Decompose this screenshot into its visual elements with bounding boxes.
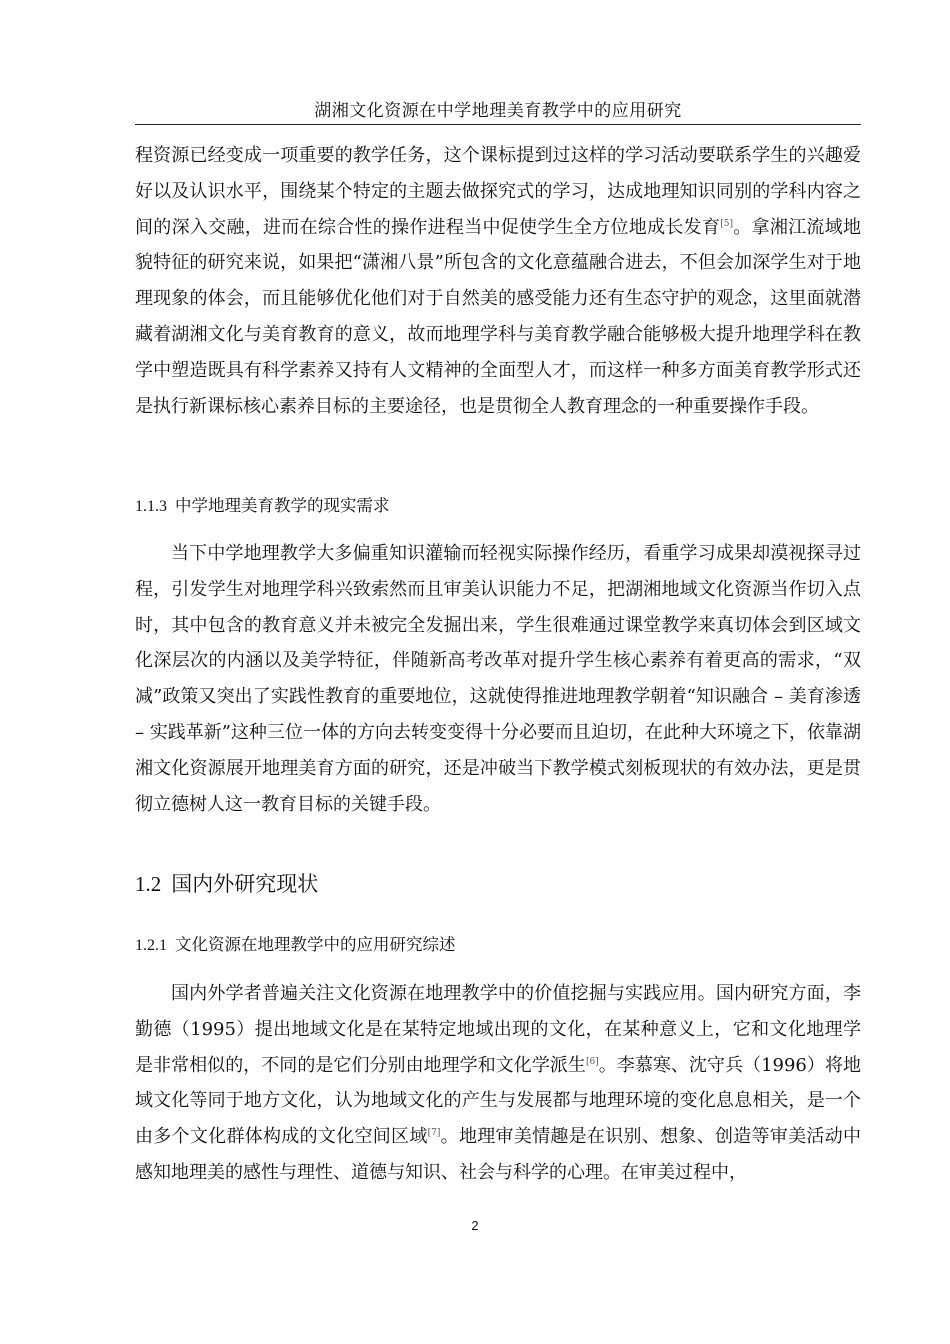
running-header: 湖湘文化资源在中学地理美育教学中的应用研究 (314, 101, 682, 121)
section-title: 中学地理美育教学的现实需求 (175, 496, 390, 515)
header-rule (135, 124, 861, 125)
section-number: 1.2.1 (135, 937, 167, 954)
section-1-1-3-heading (135, 492, 390, 516)
paragraph-3-text-c: 。地理审美情趣是在识别、想象、创造等审美活动中感知地理美的感性与理性、道德与知识、社会与科学的心理。在审美过程中， (135, 1126, 862, 1183)
paragraph-3-text-a: 国内外学者普遍关注文化资源在地理教学中的价值挖掘与实践应用。国内研究方面，李勤德（1995）提出地域文化是在某特定地域出现的文化，在某种意义上，它和文化地理学是非常相似的，不同的是它们分别由地理学和文化学派生 (135, 983, 861, 1076)
paragraph-3-text-b: 。李慕寒、沈守兵（1996）将地域文化等同于地方文化，认为地域文化的产生与发展都与地理环境的变化息息相关，是一个由多个文化群体构成的文化空间区域 (135, 1054, 862, 1148)
paragraph-1 (135, 138, 861, 424)
paragraph-3 (135, 976, 861, 1191)
paragraph-1-tail: 。拿湘江流域地貌特征的研究来说，如果把“潇湘八景”所包含的文化意蕴融合进去，不但会加深学生对于地理现象的体会，而且能够优化他们对于自然美的感受能力还有生态守护的观念，这里面就潜藏着湖湘文化与美育教育的意义，故而地理学科与美育教学融合能够极大提升地理学科在教学中塑造既具有科学素养又持有人文精神的全面型人才，而这样一种多方面美育教学形式还是执行新课标核心素养目标的主要途径，也是贯彻全人教育理念的一种重要操作手段。 (135, 216, 862, 417)
section-number: 1.2 (135, 872, 162, 896)
paragraph-2-text: 当下中学地理教学大多偏重知识灌输而轻视实际操作经历，看重学习成果却漠视探寻过程，引发学生对地理学科兴致索然而且审美认识能力不足，把湖湘地域文化资源当作切入点时，其中包含的教育意义并未被完全发掘出来，学生很难通过课堂教学来真切体会到区域文化深层次的内涵以及美学特征，伴随新高考改革对提升学生核心素养有着更高的需求，“双减”政策又突出了实践性教育的重要地位，这就使得推进地理教学朝着“知识融合 – 美育渗透 – 实践革新”这种三位一体的方向去转变变得十分必要而且迫切，在此种大环境之下，依靠湖湘文化资源展开地理美育方面的研究，还是冲破当下教学模式刻板现状的有效办法，更是贯彻立德树人这一教育目标的关键手段。 (135, 543, 861, 815)
paragraph-1-text: 程资源已经变成一项重要的教学任务，这个课标提到过这样的学习活动要联系学生的兴趣爱好以及认识水平，围绕某个特定的主题去做探究式的学习，达成地理知识同别的学科内容之间的深入交融，进而在综合性的操作进程当中促使学生全方位地成长发育 (135, 145, 861, 238)
section-1-2-heading (135, 868, 318, 898)
citation-5: [5] (720, 218, 733, 229)
section-number: 1.1.3 (135, 498, 167, 515)
paragraph-2 (135, 536, 861, 822)
section-1-2-1-heading (135, 931, 456, 955)
citation-6: [6] (585, 1056, 599, 1067)
section-title: 国内外研究现状 (171, 872, 319, 896)
page-number: 2 (471, 1218, 479, 1233)
section-title: 文化资源在地理教学中的应用研究综述 (175, 935, 456, 954)
citation-7: [7] (427, 1128, 441, 1139)
